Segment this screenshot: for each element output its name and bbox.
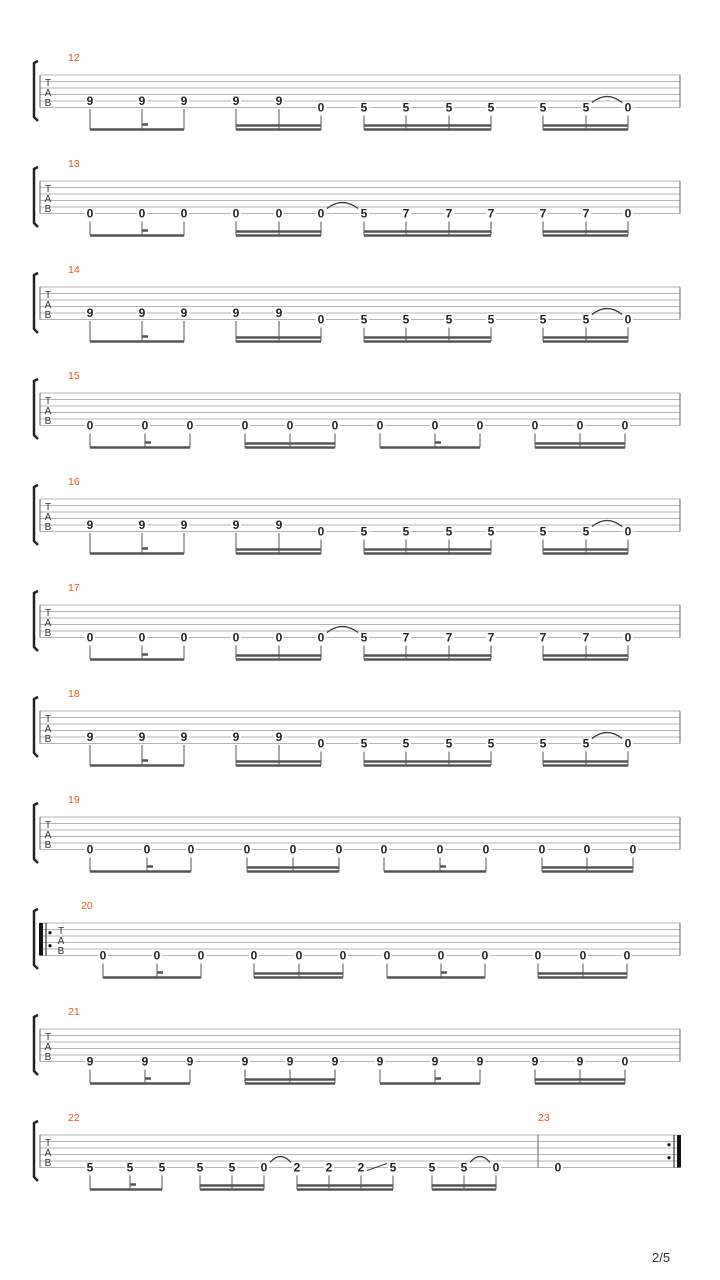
tab-clef-letter: A (44, 830, 52, 841)
fret-number: 5 (487, 524, 495, 539)
system-bracket (34, 1121, 38, 1181)
repeat-dot (667, 1143, 670, 1146)
fret-number: 0 (286, 418, 294, 433)
fret-number: 9 (232, 518, 240, 532)
fret-number: 2 (293, 1160, 301, 1175)
fret-number: 0 (624, 736, 632, 751)
fret-number: 5 (360, 736, 368, 751)
fret-number: 0 (317, 630, 325, 645)
fret-number: 5 (228, 1160, 236, 1175)
fret-number: 5 (389, 1160, 397, 1175)
fret-number: 9 (331, 1054, 339, 1069)
fret-number: 5 (360, 312, 368, 327)
measure-number: 21 (68, 1006, 80, 1018)
fret-number: 0 (138, 206, 146, 221)
fret-number: 0 (531, 418, 539, 433)
tab-clef-letter: T (44, 820, 52, 831)
fret-number: 5 (360, 630, 368, 645)
fret-number: 0 (629, 842, 637, 857)
tie-arc (327, 627, 358, 633)
fret-number: 5 (402, 524, 410, 539)
fret-number: 0 (492, 1160, 500, 1175)
fret-number: 9 (180, 94, 188, 108)
fret-number: 0 (624, 206, 632, 221)
fret-number: 7 (582, 630, 590, 645)
tab-clef-letter: B (44, 1158, 52, 1169)
fret-number: 0 (86, 206, 94, 221)
fret-number: 0 (576, 418, 584, 433)
fret-number: 9 (286, 1054, 294, 1069)
fret-number: 5 (445, 100, 453, 115)
fret-number: 7 (487, 206, 495, 221)
measure-number: 20 (81, 900, 93, 912)
fret-number: 0 (99, 948, 107, 963)
fret-number: 5 (445, 312, 453, 327)
fret-number: 7 (445, 630, 453, 645)
tab-clef-letter: B (44, 204, 52, 215)
fret-number: 0 (143, 842, 151, 857)
fret-number: 5 (539, 312, 547, 327)
system-bracket (34, 273, 38, 333)
measure-number: 14 (68, 264, 80, 276)
fret-number: 9 (275, 518, 283, 532)
fret-number: 0 (476, 418, 484, 433)
system-bracket (34, 803, 38, 863)
fret-number: 9 (86, 730, 94, 744)
fret-number: 5 (126, 1160, 134, 1175)
tab-clef-letter: B (44, 840, 52, 851)
fret-number: 0 (141, 418, 149, 433)
fret-number: 5 (360, 206, 368, 221)
measure-number: 22 (68, 1112, 80, 1124)
measure-number: 12 (68, 52, 80, 64)
fret-number: 7 (539, 206, 547, 221)
tab-clef-letter: B (44, 1052, 52, 1063)
tab-clef-letter: B (44, 734, 52, 745)
fret-number: 5 (445, 524, 453, 539)
fret-number: 7 (582, 206, 590, 221)
fret-number: 0 (275, 630, 283, 645)
fret-number: 5 (487, 100, 495, 115)
tab-clef-letter: T (44, 1032, 52, 1043)
system-bracket (34, 167, 38, 227)
fret-number: 0 (431, 418, 439, 433)
fret-number: 5 (360, 524, 368, 539)
fret-number: 0 (331, 418, 339, 433)
tab-clef-letter: T (57, 926, 65, 937)
fret-number: 0 (538, 842, 546, 857)
fret-number: 5 (487, 312, 495, 327)
measure-number: 17 (68, 582, 80, 594)
tie-arc (592, 521, 622, 527)
tab-clef-letter: B (44, 628, 52, 639)
tab-clef-letter: B (44, 522, 52, 533)
tab-clef-letter: A (44, 618, 52, 629)
fret-number: 0 (317, 100, 325, 115)
measure-number: 13 (68, 158, 80, 170)
fret-number: 0 (275, 206, 283, 221)
system-bracket (34, 591, 38, 651)
fret-number: 0 (621, 1054, 629, 1069)
fret-number: 5 (539, 736, 547, 751)
fret-number: 2 (357, 1160, 365, 1175)
tab-clef-letter: T (44, 78, 52, 89)
fret-number: 9 (138, 730, 146, 744)
fret-number: 9 (275, 730, 283, 744)
tab-clef-letter: A (44, 1042, 52, 1053)
tab-clef-letter: A (44, 512, 52, 523)
tie-arc (270, 1157, 291, 1163)
tab-clef-letter: B (44, 310, 52, 321)
fret-number: 0 (436, 842, 444, 857)
fret-number: 9 (180, 306, 188, 320)
tab-clef-letter: A (44, 88, 52, 99)
fret-number: 0 (153, 948, 161, 963)
tab-clef-letter: B (57, 946, 65, 957)
fret-number: 9 (576, 1054, 584, 1069)
fret-number: 5 (582, 736, 590, 751)
fret-number: 9 (275, 94, 283, 108)
tie-arc (327, 203, 358, 209)
fret-number: 0 (579, 948, 587, 963)
tab-clef-letter: A (44, 194, 52, 205)
fret-number: 9 (86, 1054, 94, 1069)
fret-number: 0 (250, 948, 258, 963)
fret-number: 0 (624, 312, 632, 327)
fret-number: 0 (180, 630, 188, 645)
fret-number: 9 (141, 1054, 149, 1069)
tie-arc (592, 97, 622, 103)
fret-number: 9 (531, 1054, 539, 1069)
repeat-dot (48, 931, 51, 934)
fret-number: 0 (317, 736, 325, 751)
fret-number: 9 (86, 306, 94, 320)
tie-arc (470, 1157, 490, 1163)
system-bracket (34, 485, 38, 545)
fret-number: 5 (539, 100, 547, 115)
tab-clef-letter: T (44, 290, 52, 301)
measure-number: 16 (68, 476, 80, 488)
fret-number: 0 (621, 418, 629, 433)
measure-number: 23 (538, 1112, 550, 1124)
fret-number: 0 (241, 418, 249, 433)
fret-number: 0 (86, 842, 94, 857)
fret-number: 0 (86, 630, 94, 645)
repeat-start-thick-bar (39, 923, 43, 956)
tab-clef-letter: A (44, 724, 52, 735)
fret-number: 9 (275, 306, 283, 320)
measure-number: 18 (68, 688, 80, 700)
fret-number: 0 (295, 948, 303, 963)
fret-number: 9 (138, 94, 146, 108)
page-number: 2/5 (652, 1250, 671, 1265)
fret-number: 0 (534, 948, 542, 963)
fret-number: 9 (232, 306, 240, 320)
fret-number: 5 (402, 736, 410, 751)
tab-clef-letter: T (44, 184, 52, 195)
tab-clef-letter: A (44, 1148, 52, 1159)
fret-number: 7 (445, 206, 453, 221)
fret-number: 0 (243, 842, 251, 857)
fret-number: 2 (325, 1160, 333, 1175)
fret-number: 9 (232, 94, 240, 108)
tie-arc (592, 733, 622, 739)
fret-number: 0 (481, 948, 489, 963)
fret-number: 9 (431, 1054, 439, 1069)
fret-number: 5 (460, 1160, 468, 1175)
fret-number: 0 (624, 524, 632, 539)
fret-number: 9 (180, 730, 188, 744)
fret-number: 9 (138, 518, 146, 532)
fret-number: 0 (260, 1160, 268, 1175)
fret-number: 5 (402, 312, 410, 327)
fret-number: 0 (317, 206, 325, 221)
tab-clef-letter: B (44, 98, 52, 109)
fret-number: 7 (539, 630, 547, 645)
fret-number: 9 (138, 306, 146, 320)
tab-clef-letter: A (44, 406, 52, 417)
fret-number: 0 (232, 206, 240, 221)
fret-number: 0 (376, 418, 384, 433)
fret-number: 0 (335, 842, 343, 857)
fret-number: 0 (624, 630, 632, 645)
fret-number: 9 (241, 1054, 249, 1069)
fret-number: 0 (624, 100, 632, 115)
fret-number: 0 (197, 948, 205, 963)
tab-clef-letter: A (44, 300, 52, 311)
system-bracket (34, 61, 38, 121)
fret-number: 5 (445, 736, 453, 751)
fret-number: 5 (582, 100, 590, 115)
fret-number: 0 (317, 524, 325, 539)
measure-number: 19 (68, 794, 80, 806)
system-bracket (34, 909, 38, 969)
repeat-dot (48, 944, 51, 947)
fret-number: 0 (317, 312, 325, 327)
fret-number: 5 (196, 1160, 204, 1175)
fret-number: 0 (339, 948, 347, 963)
fret-number: 0 (583, 842, 591, 857)
fret-number: 0 (289, 842, 297, 857)
system-bracket (34, 1015, 38, 1075)
fret-number: 9 (476, 1054, 484, 1069)
fret-number: 9 (86, 94, 94, 108)
fret-number: 5 (487, 736, 495, 751)
tab-clef-letter: T (44, 396, 52, 407)
fret-number: 5 (86, 1160, 94, 1175)
fret-number: 0 (623, 948, 631, 963)
fret-number: 5 (582, 524, 590, 539)
fret-number: 9 (180, 518, 188, 532)
tab-clef-letter: T (44, 608, 52, 619)
fret-number: 0 (554, 1160, 562, 1175)
fret-number: 7 (402, 206, 410, 221)
tab-clef-letter: T (44, 714, 52, 725)
fret-number: 0 (138, 630, 146, 645)
fret-number: 0 (232, 630, 240, 645)
fret-number: 0 (437, 948, 445, 963)
fret-number: 5 (539, 524, 547, 539)
tab-clef-letter: T (44, 1138, 52, 1149)
fret-number: 5 (402, 100, 410, 115)
tab-clef-letter: A (57, 936, 65, 947)
fret-number: 9 (376, 1054, 384, 1069)
fret-number: 5 (428, 1160, 436, 1175)
tab-clef-letter: B (44, 416, 52, 427)
fret-number: 9 (186, 1054, 194, 1069)
system-bracket (34, 379, 38, 439)
fret-number: 0 (482, 842, 490, 857)
fret-number: 5 (158, 1160, 166, 1175)
measure-number: 15 (68, 370, 80, 382)
fret-number: 0 (180, 206, 188, 221)
tab-clef-letter: T (44, 502, 52, 513)
system-bracket (34, 697, 38, 757)
fret-number: 0 (380, 842, 388, 857)
fret-number: 5 (360, 100, 368, 115)
fret-number: 0 (186, 418, 194, 433)
repeat-end-thick-bar (677, 1135, 681, 1168)
fret-number: 9 (232, 730, 240, 744)
fret-number: 7 (487, 630, 495, 645)
fret-number: 5 (582, 312, 590, 327)
fret-number: 0 (187, 842, 195, 857)
fret-number: 0 (86, 418, 94, 433)
fret-number: 9 (86, 518, 94, 532)
tie-arc (592, 309, 622, 315)
fret-number: 7 (402, 630, 410, 645)
repeat-dot (667, 1156, 670, 1159)
fret-number: 0 (383, 948, 391, 963)
